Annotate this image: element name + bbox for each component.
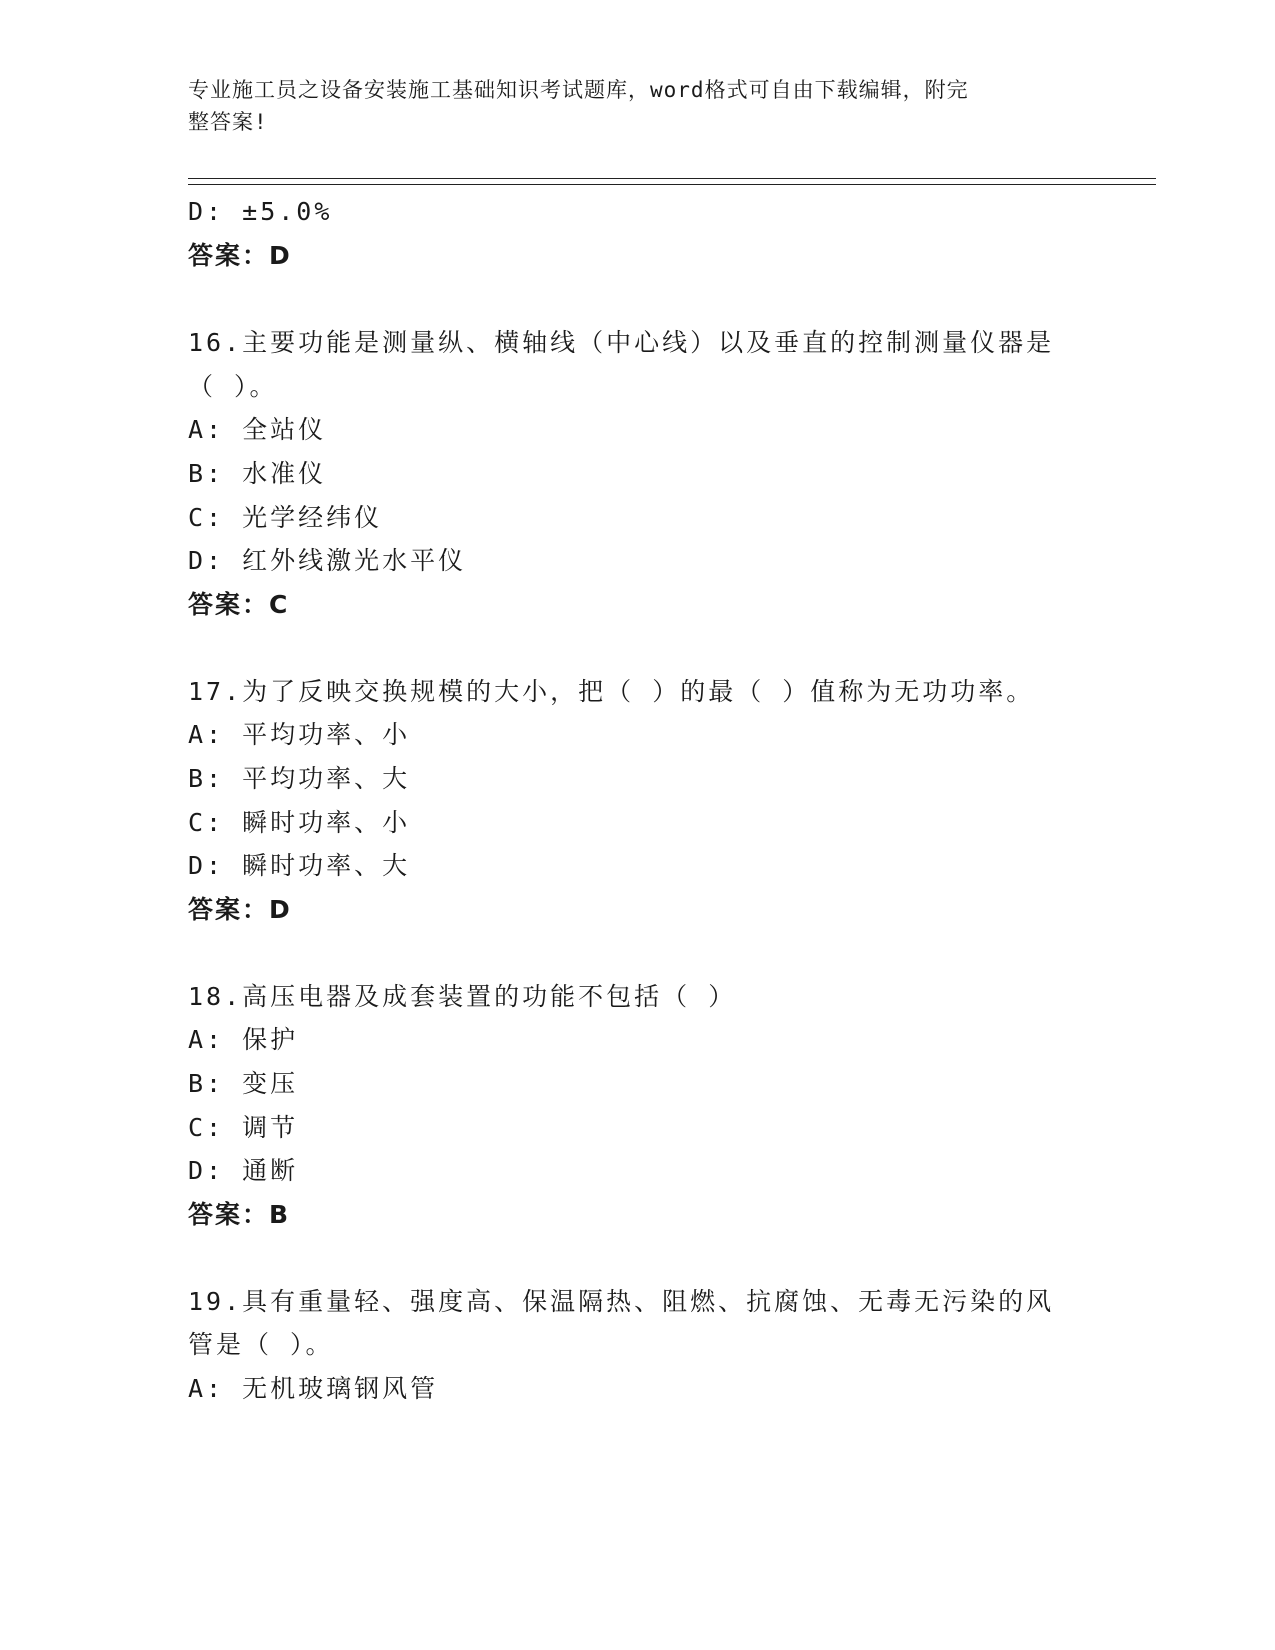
- option-d: D: ±5.0%: [188, 197, 333, 226]
- question-16-option-d: D: 红外线激光水平仪: [188, 546, 467, 575]
- question-16-option-c: C: 光学经纬仪: [188, 503, 383, 532]
- question-17-stem: 17.为了反映交换规模的大小，把（ ）的最（ ）值称为无功功率。: [188, 677, 1035, 706]
- answer-line: 答案：D: [188, 241, 292, 270]
- question-17-option-a: A: 平均功率、小: [188, 720, 411, 749]
- question-18-option-b: B: 变压: [188, 1069, 299, 1098]
- question-16-option-a: A: 全站仪: [188, 415, 327, 444]
- question-17-option-c: C: 瞬时功率、小: [188, 808, 411, 837]
- question-18-answer: 答案：B: [188, 1200, 291, 1229]
- question-19-stem-line-2: 管是（ ）。: [188, 1330, 334, 1359]
- question-17-option-d: D: 瞬时功率、大: [188, 851, 411, 880]
- question-16-answer: 答案：C: [188, 590, 290, 619]
- question-19-stem-line-1: 19.具有重量轻、强度高、保温隔热、阻燃、抗腐蚀、无毒无污染的风: [188, 1287, 1055, 1316]
- question-18-option-d: D: 通断: [188, 1156, 299, 1185]
- question-17-option-b: B: 平均功率、大: [188, 764, 411, 793]
- document-header: [188, 74, 1088, 138]
- question-16-stem-line-2: （ ）。: [188, 372, 278, 401]
- header-line-2: 整答案!: [188, 110, 268, 134]
- question-16-option-b: B: 水准仪: [188, 459, 327, 488]
- header-line-1: 专业施工员之设备安装施工基础知识考试题库，word格式可自由下载编辑，附完: [188, 78, 969, 102]
- question-18-option-c: C: 调节: [188, 1113, 299, 1142]
- question-19-option-a: A: 无机玻璃钢风管: [188, 1374, 439, 1403]
- question-16-stem-line-1: 16.主要功能是测量纵、横轴线（中心线）以及垂直的控制测量仪器是: [188, 328, 1055, 357]
- question-18-option-a: A: 保护: [188, 1025, 299, 1054]
- question-18-stem: 18.高压电器及成套装置的功能不包括（ ）: [188, 982, 737, 1011]
- question-17-answer: 答案：D: [188, 895, 292, 924]
- header-divider-bottom: [188, 184, 1156, 185]
- header-divider-top: [188, 178, 1156, 179]
